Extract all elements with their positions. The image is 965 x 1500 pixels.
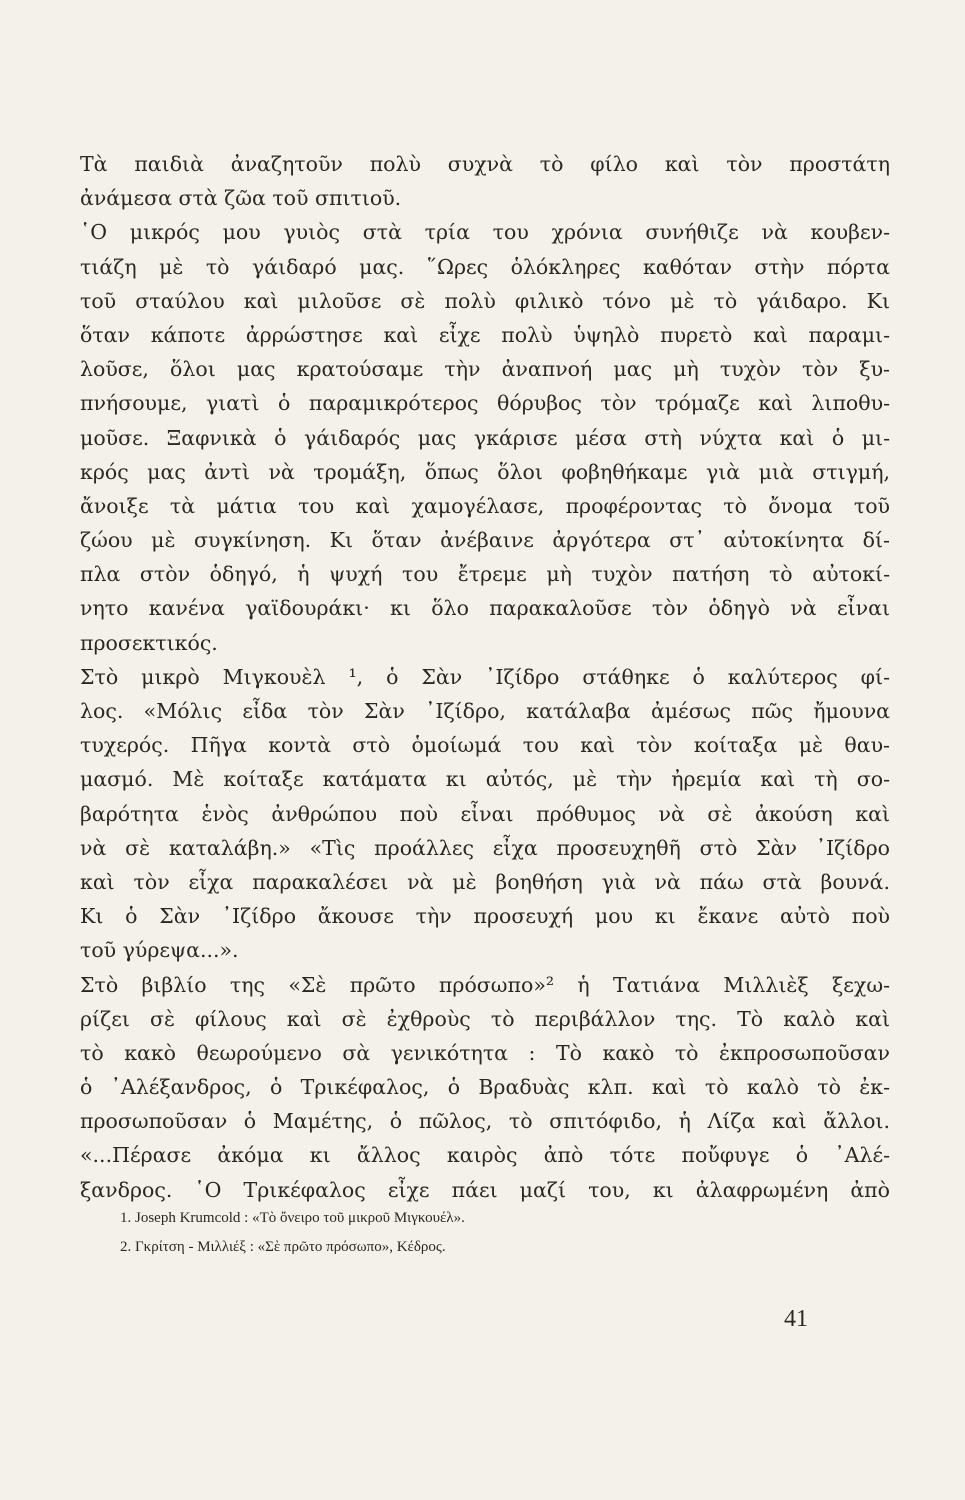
text-line: τοῦ σταύλου καὶ μιλοῦσε σὲ πολὺ φιλικὸ τόνο μὲ τὸ γάιδαρο. Κι [80,288,890,313]
text-line: τιάζη μὲ τὸ γάιδαρό μας. ῞Ωρες ὁλόκληρες καθόταν στὴν πόρτα [80,254,890,279]
text-line: «...Πέρασε ἀκόμα κι ἄλλος καιρὸς ἀπὸ τότε ποὔφυγε ὁ ᾿Αλέ- [80,1143,890,1168]
text-line: κρός μας ἀντὶ νὰ τρομάξη, ὅπως ὅλοι φοβηθήκαμε γιὰ μιὰ στιγμή, [80,459,890,484]
text-line: ῾Ο μικρός μου γυιὸς στὰ τρία του χρόνια συνήθιζε νὰ κουβεν- [80,220,890,245]
text-line: ὅταν κάποτε ἀρρώστησε καὶ εἶχε πολὺ ὑψηλὸ πυρετὸ καὶ παραμι- [80,322,890,347]
text-line: ζώου μὲ συγκίνηση. Κι ὅταν ἀνέβαινε ἀργότερα στ᾽ αὐτοκίνητα δί- [80,528,890,553]
text-line: Κι ὁ Σὰν ᾿Ιζίδρο ἄκουσε τὴν προσευχή μου κι ἔκανε αὐτὸ ποὺ [80,904,890,929]
text-line: ὁ ᾿Αλέξανδρος, ὁ Τρικέφαλος, ὁ Βραδυὰς κλπ. καὶ τὸ καλὸ τὸ ἐκ- [80,1075,890,1100]
text-line: ἄνοιξε τὰ μάτια του καὶ χαμογέλασε, προφέροντας τὸ ὄνομα τοῦ [80,493,890,518]
text-line: λοῦσε, ὅλοι μας κρατούσαμε τὴν ἀναπνοή μας μὴ τυχὸν τὸν ξυ- [80,357,890,382]
text-line: ἀνάμεσα στὰ ζῶα τοῦ σπιτιοῦ. [80,186,402,211]
text-line: νητο κανένα γαϊδουράκι· κι ὅλο παρακαλοῦσε τὸν ὁδηγὸ νὰ εἶναι [80,596,890,621]
page-number: 41 [784,1306,808,1332]
text-line: πνήσουμε, γιατὶ ὁ παραμικρότερος θόρυβος τὸν τρόμαζε καὶ λιποθυ- [80,391,890,416]
text-line: τὸ κακὸ θεωρούμενο σὰ γενικότητα : Τὸ κακὸ τὸ ἐκπροσωποῦσαν [80,1040,890,1065]
footnote-2: 2. Γκρίτση - Μιλλιέξ : «Σὲ πρῶτο πρόσωπο», Κέδρος. [120,1239,446,1255]
text-line: τοῦ γύρεψα...». [80,938,239,963]
text-line: τυχερός. Πῆγα κοντὰ στὸ ὁμοίωμά του καὶ τὸν κοίταξα μὲ θαυ- [80,733,890,758]
text-line: προσωποῦσαν ὁ Μαμέτης, ὁ πῶλος, τὸ σπιτόφιδο, ἡ Λίζα καὶ ἄλλοι. [80,1109,890,1134]
text-line: βαρότητα ἑνὸς ἀνθρώπου ποὺ εἶναι πρόθυμος νὰ σὲ ἀκούση καὶ [80,801,890,826]
text-line: ρίζει σὲ φίλους καὶ σὲ ἐχθροὺς τὸ περιβάλλον της. Τὸ καλὸ καὶ [80,1006,890,1031]
footnotes [120,1204,820,1262]
text-line: πλα στὸν ὁδηγό, ἡ ψυχή του ἔτρεμε μὴ τυχὸν πατήση τὸ αὐτοκί- [80,562,890,587]
text-line: Στὸ μικρὸ Μιγκουὲλ ¹, ὁ Σὰν ᾿Ιζίδρο στάθηκε ὁ καλύτερος φί- [80,664,890,689]
text-line: προσεκτικός. [80,630,218,655]
text-line: νὰ σὲ καταλάβη.» «Τὶς προάλλες εἶχα προσευχηθῆ στὸ Σὰν ᾿Ιζίδρο [80,835,890,860]
body-text [80,147,890,1207]
text-line: μοῦσε. Ξαφνικὰ ὁ γάιδαρός μας γκάρισε μέσα στὴ νύχτα καὶ ὁ μι- [80,425,890,450]
text-line: μασμό. Μὲ κοίταξε κατάματα κι αὐτός, μὲ τὴν ἠρεμία καὶ τὴ σο- [80,767,890,792]
text-line: ξανδρος. ῾Ο Τρικέφαλος εἶχε πάει μαζί του, κι ἀλαφρωμένη ἀπὸ [80,1177,890,1202]
text-line: Τὰ παιδιὰ ἀναζητοῦν πολὺ συχνὰ τὸ φίλο καὶ τὸν προστάτη [80,152,890,176]
footnote-1: 1. Joseph Krumcold : «Τὸ ὄνειρο τοῦ μικροῦ Μιγκουέλ». [120,1210,465,1226]
text-line: καὶ τὸν εἶχα παρακαλέσει νὰ μὲ βοηθήση γιὰ νὰ πάω στὰ βουνά. [80,869,890,894]
text-line: Στὸ βιβλίο της «Σὲ πρῶτο πρόσωπο»² ἡ Τατιάνα Μιλλιὲξ ξεχω- [80,972,890,997]
text-line: λος. «Μόλις εἶδα τὸν Σὰν ᾿Ιζίδρο, κατάλαβα ἀμέσως πῶς ἤμουνα [80,699,890,723]
